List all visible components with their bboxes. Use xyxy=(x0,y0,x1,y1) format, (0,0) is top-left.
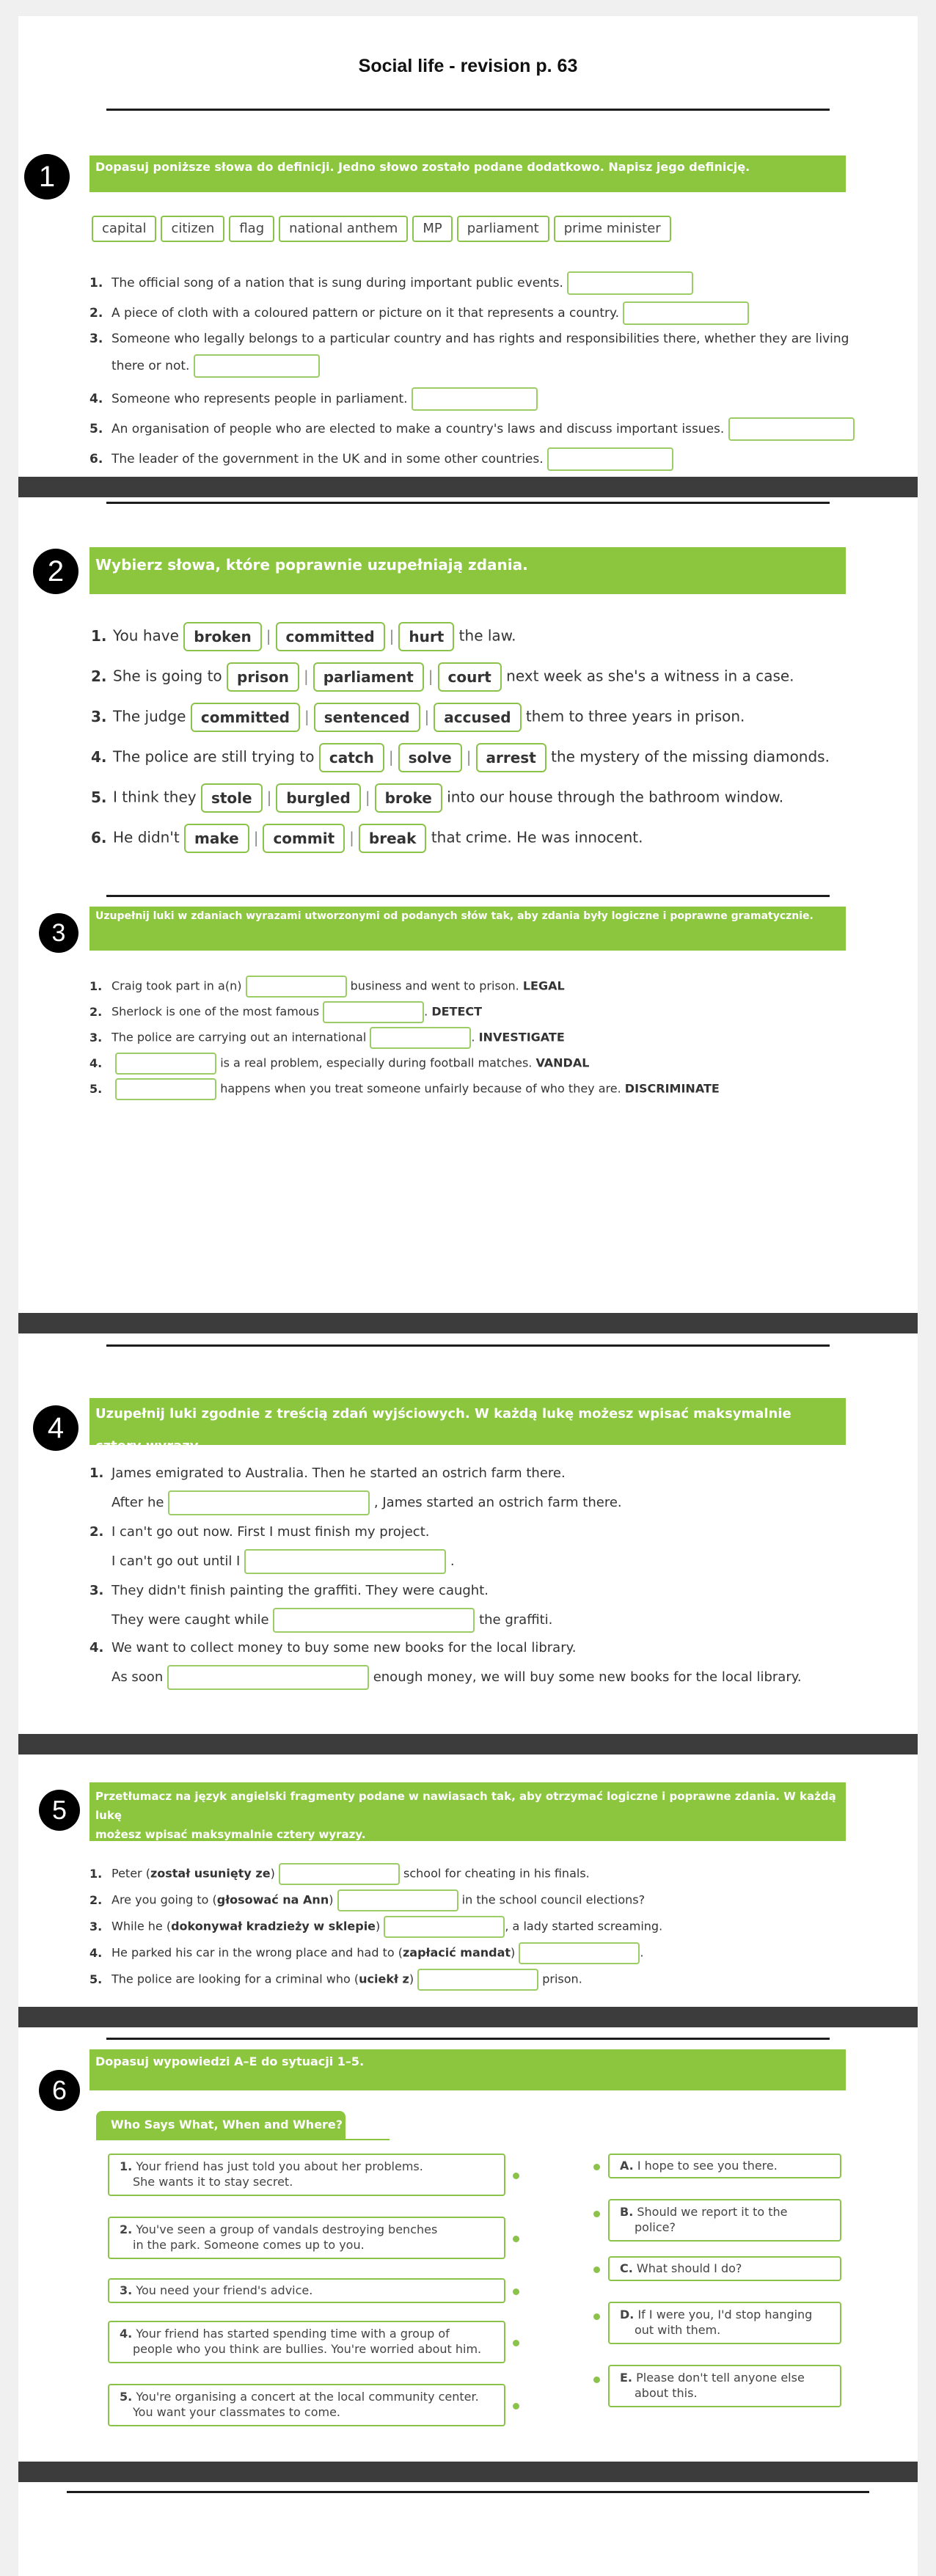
answer-field[interactable] xyxy=(547,447,673,471)
list-item: 6. The leader of the government in the UK and in some other countries. xyxy=(89,447,673,471)
answer-field[interactable] xyxy=(728,417,855,441)
match-dot[interactable] xyxy=(593,2211,600,2217)
option-word[interactable]: court xyxy=(438,662,502,692)
option-word[interactable]: stole xyxy=(201,783,263,813)
exercise-1-badge: 1 xyxy=(24,154,70,200)
list-item: 6. He didn't make | commit | break that crime. He was innocent. xyxy=(91,824,643,853)
page-4 xyxy=(18,1333,918,1734)
tab-underline xyxy=(96,2139,390,2140)
top-rule xyxy=(106,1344,830,1347)
option-word[interactable]: parliament xyxy=(313,662,424,692)
option-word[interactable]: burgled xyxy=(276,783,360,813)
option-word[interactable]: solve xyxy=(398,743,462,772)
word-chip[interactable]: capital xyxy=(92,216,156,242)
exercise-6-tab: Who Says What, When and Where? xyxy=(96,2111,345,2139)
exercise-5-badge: 5 xyxy=(39,1790,80,1831)
page-1 xyxy=(18,16,918,477)
answer-box: B. Should we report it to the police? xyxy=(608,2199,841,2242)
option-word[interactable]: committed xyxy=(276,622,385,651)
word-chip[interactable]: prime minister xyxy=(554,216,671,242)
list-item: 5. I think they stole | burgled | broke into our house through the bathroom window. xyxy=(91,783,783,813)
match-dot[interactable] xyxy=(513,2288,519,2295)
situation-box: 4. Your friend has started spending time with a group of people who you think are bullies. You're worried about him. xyxy=(108,2321,505,2363)
option-word[interactable]: catch xyxy=(319,743,384,772)
page-5 xyxy=(18,1754,918,2007)
top-rule xyxy=(106,502,830,504)
list-item: 2. Are you going to (głosować na Ann) in the school council elections? xyxy=(89,1889,645,1911)
top-rule xyxy=(106,2038,830,2040)
page-separator xyxy=(18,1313,918,1333)
page-2 xyxy=(18,497,918,880)
exercise-3-badge: 3 xyxy=(39,913,78,953)
list-item: 3. Someone who legally belongs to a particular country and has rights and responsibilities there, whether they are living xyxy=(89,332,849,346)
answer-field[interactable] xyxy=(519,1942,640,1964)
word-chip[interactable]: national anthem xyxy=(279,216,408,242)
list-item-continued: there or not. xyxy=(111,354,320,378)
answer-box: C. What should I do? xyxy=(608,2256,841,2281)
page-separator xyxy=(18,477,918,497)
list-item: 3. The police are carrying out an international . INVESTIGATE xyxy=(89,1027,565,1049)
situation-box: 5. You're organising a concert at the local community center. You want your classmates to come. xyxy=(108,2384,505,2426)
list-item: 1. Craig took part in a(n) business and went to prison. LEGAL xyxy=(89,976,565,998)
word-chip[interactable]: citizen xyxy=(161,216,224,242)
top-rule xyxy=(106,895,830,897)
answer-field[interactable] xyxy=(412,387,538,411)
option-word[interactable]: broken xyxy=(183,622,262,651)
list-item: 4. We want to collect money to buy some new books for the local library. xyxy=(89,1640,577,1655)
page-3 xyxy=(18,880,918,1313)
exercise-6-badge: 6 xyxy=(39,2070,80,2111)
exercise-2-instruction: Wybierz słowa, które poprawnie uzupełniają zdania. xyxy=(89,547,846,594)
match-dot[interactable] xyxy=(593,2266,600,2273)
match-dot[interactable] xyxy=(513,2403,519,2409)
answer-field[interactable] xyxy=(417,1969,538,1991)
answer-field[interactable] xyxy=(194,354,320,378)
list-item: 4. The police are still trying to catch | solve | arrest the mystery of the missing diamonds. xyxy=(91,743,830,772)
answer-field[interactable] xyxy=(370,1027,471,1049)
page-7 xyxy=(18,2482,918,2576)
match-dot[interactable] xyxy=(593,2376,600,2383)
situation-box: 3. You need your friend's advice. xyxy=(108,2278,505,2303)
exercise-2-badge: 2 xyxy=(33,549,78,594)
exercise-1-instruction: Dopasuj poniższe słowa do definicji. Jedno słowo zostało podane dodatkowo. Napisz jego definicję. xyxy=(89,155,846,192)
situation-box: 2. You've seen a group of vandals destroying benches in the park. Someone comes up to you. xyxy=(108,2217,505,2259)
list-item: 3. While he (dokonywał kradzieży w sklepie) , a lady started screaming. xyxy=(89,1916,662,1938)
exercise-6-instruction: Dopasuj wypowiedzi A–E do sytuacji 1–5. xyxy=(89,2049,846,2090)
word-chip[interactable]: flag xyxy=(229,216,274,242)
answer-field[interactable] xyxy=(115,1078,216,1100)
list-item: 2. A piece of cloth with a coloured pattern or picture on it that represents a country. xyxy=(89,301,749,325)
answer-field[interactable] xyxy=(384,1916,505,1938)
answer-field[interactable] xyxy=(167,1665,369,1690)
list-item: 2. She is going to prison | parliament | court next week as she's a witness in a case. xyxy=(91,662,794,692)
list-item: 2. Sherlock is one of the most famous . DETECT xyxy=(89,1001,482,1023)
answer-box: D. If I were you, I'd stop hanging out with them. xyxy=(608,2302,841,2344)
exercise-4-badge: 4 xyxy=(33,1405,78,1451)
option-word[interactable]: committed xyxy=(191,703,300,732)
answer-field[interactable] xyxy=(168,1490,370,1515)
answer-field[interactable] xyxy=(273,1608,475,1633)
list-item: 5. The police are looking for a criminal who (uciekł z) prison. xyxy=(89,1969,582,1991)
list-item-gap: After he , James started an ostrich farm there. xyxy=(111,1490,622,1515)
list-item: 3. They didn't finish painting the graffiti. They were caught. xyxy=(89,1583,489,1598)
option-word[interactable]: sentenced xyxy=(314,703,420,732)
answer-box: E. Please don't tell anyone else about this. xyxy=(608,2365,841,2407)
page-6 xyxy=(18,2027,918,2462)
match-dot[interactable] xyxy=(513,2236,519,2242)
list-item-gap: As soon enough money, we will buy some new books for the local library. xyxy=(111,1665,802,1690)
page-separator xyxy=(18,2007,918,2027)
list-item: 4. Someone who represents people in parliament. xyxy=(89,387,538,411)
answer-field[interactable] xyxy=(323,1001,424,1023)
match-dot[interactable] xyxy=(593,2313,600,2320)
match-dot[interactable] xyxy=(513,2173,519,2179)
word-bank xyxy=(92,216,676,242)
title-rule xyxy=(106,109,830,111)
top-rule xyxy=(67,2491,869,2493)
answer-field[interactable] xyxy=(246,976,347,998)
list-item: 4. He parked his car in the wrong place and had to (zapłacić mandat) . xyxy=(89,1942,643,1964)
page-title: Social life - revision p. 63 xyxy=(358,56,578,76)
list-item: 3. The judge committed | sentenced | accused them to three years in prison. xyxy=(91,703,745,732)
exercise-3-instruction: Uzupełnij luki w zdaniach wyrazami utworzonymi od podanych słów tak, aby zdania były logiczne i poprawne gramatycznie. xyxy=(89,907,846,951)
word-chip[interactable]: parliament xyxy=(457,216,549,242)
option-word[interactable]: accused xyxy=(434,703,521,732)
exercise-5-instruction: Przetłumacz na język angielski fragmenty podane w nawiasach tak, aby otrzymać logiczne i poprawne zdania. W każdą lukę możesz wpisać maksymalnie cztery wyrazy. xyxy=(89,1782,846,1841)
page-separator xyxy=(18,1734,918,1754)
answer-field[interactable] xyxy=(623,301,749,325)
option-word[interactable]: make xyxy=(184,824,249,853)
list-item: 1. James emigrated to Australia. Then he started an ostrich farm there. xyxy=(89,1466,566,1481)
match-dot[interactable] xyxy=(513,2340,519,2346)
page-separator xyxy=(18,2462,918,2482)
list-item: 1. You have broken | committed | hurt the law. xyxy=(91,622,516,651)
answer-field[interactable] xyxy=(337,1889,458,1911)
option-word[interactable]: broke xyxy=(375,783,442,813)
option-word[interactable]: arrest xyxy=(476,743,546,772)
list-item-gap: I can't go out until I . xyxy=(111,1549,455,1574)
list-item: 4. is a real problem, especially during football matches. VANDAL xyxy=(89,1053,589,1075)
list-item: 5. An organisation of people who are elected to make a country's laws and discuss important issues. xyxy=(89,417,855,441)
option-word[interactable]: prison xyxy=(227,662,299,692)
list-item: 5. happens when you treat someone unfairly because of who they are. DISCRIMINATE xyxy=(89,1078,720,1100)
answer-field[interactable] xyxy=(567,271,693,295)
answer-box: A. I hope to see you there. xyxy=(608,2154,841,2178)
situation-box: 1. Your friend has just told you about her problems. She wants it to stay secret. xyxy=(108,2154,505,2196)
word-chip[interactable]: MP xyxy=(412,216,452,242)
list-item: 1. Peter (został usunięty ze) school for cheating in his finals. xyxy=(89,1863,590,1885)
answer-field[interactable] xyxy=(244,1549,446,1574)
match-dot[interactable] xyxy=(593,2164,600,2170)
option-word[interactable]: commit xyxy=(263,824,345,853)
exercise-4-instruction: Uzupełnij luki zgodnie z treścią zdań wyjściowych. W każdą lukę możesz wpisać maksymalnie cztery wyrazy. xyxy=(89,1398,846,1445)
list-item: 1. The official song of a nation that is sung during important public events. xyxy=(89,271,693,295)
option-word[interactable]: break xyxy=(359,824,427,853)
list-item: 2. I can't go out now. First I must finish my project. xyxy=(89,1524,430,1540)
option-word[interactable]: hurt xyxy=(398,622,454,651)
answer-field[interactable] xyxy=(115,1053,216,1075)
list-item-gap: They were caught while the graffiti. xyxy=(111,1608,552,1633)
answer-field[interactable] xyxy=(279,1863,400,1885)
